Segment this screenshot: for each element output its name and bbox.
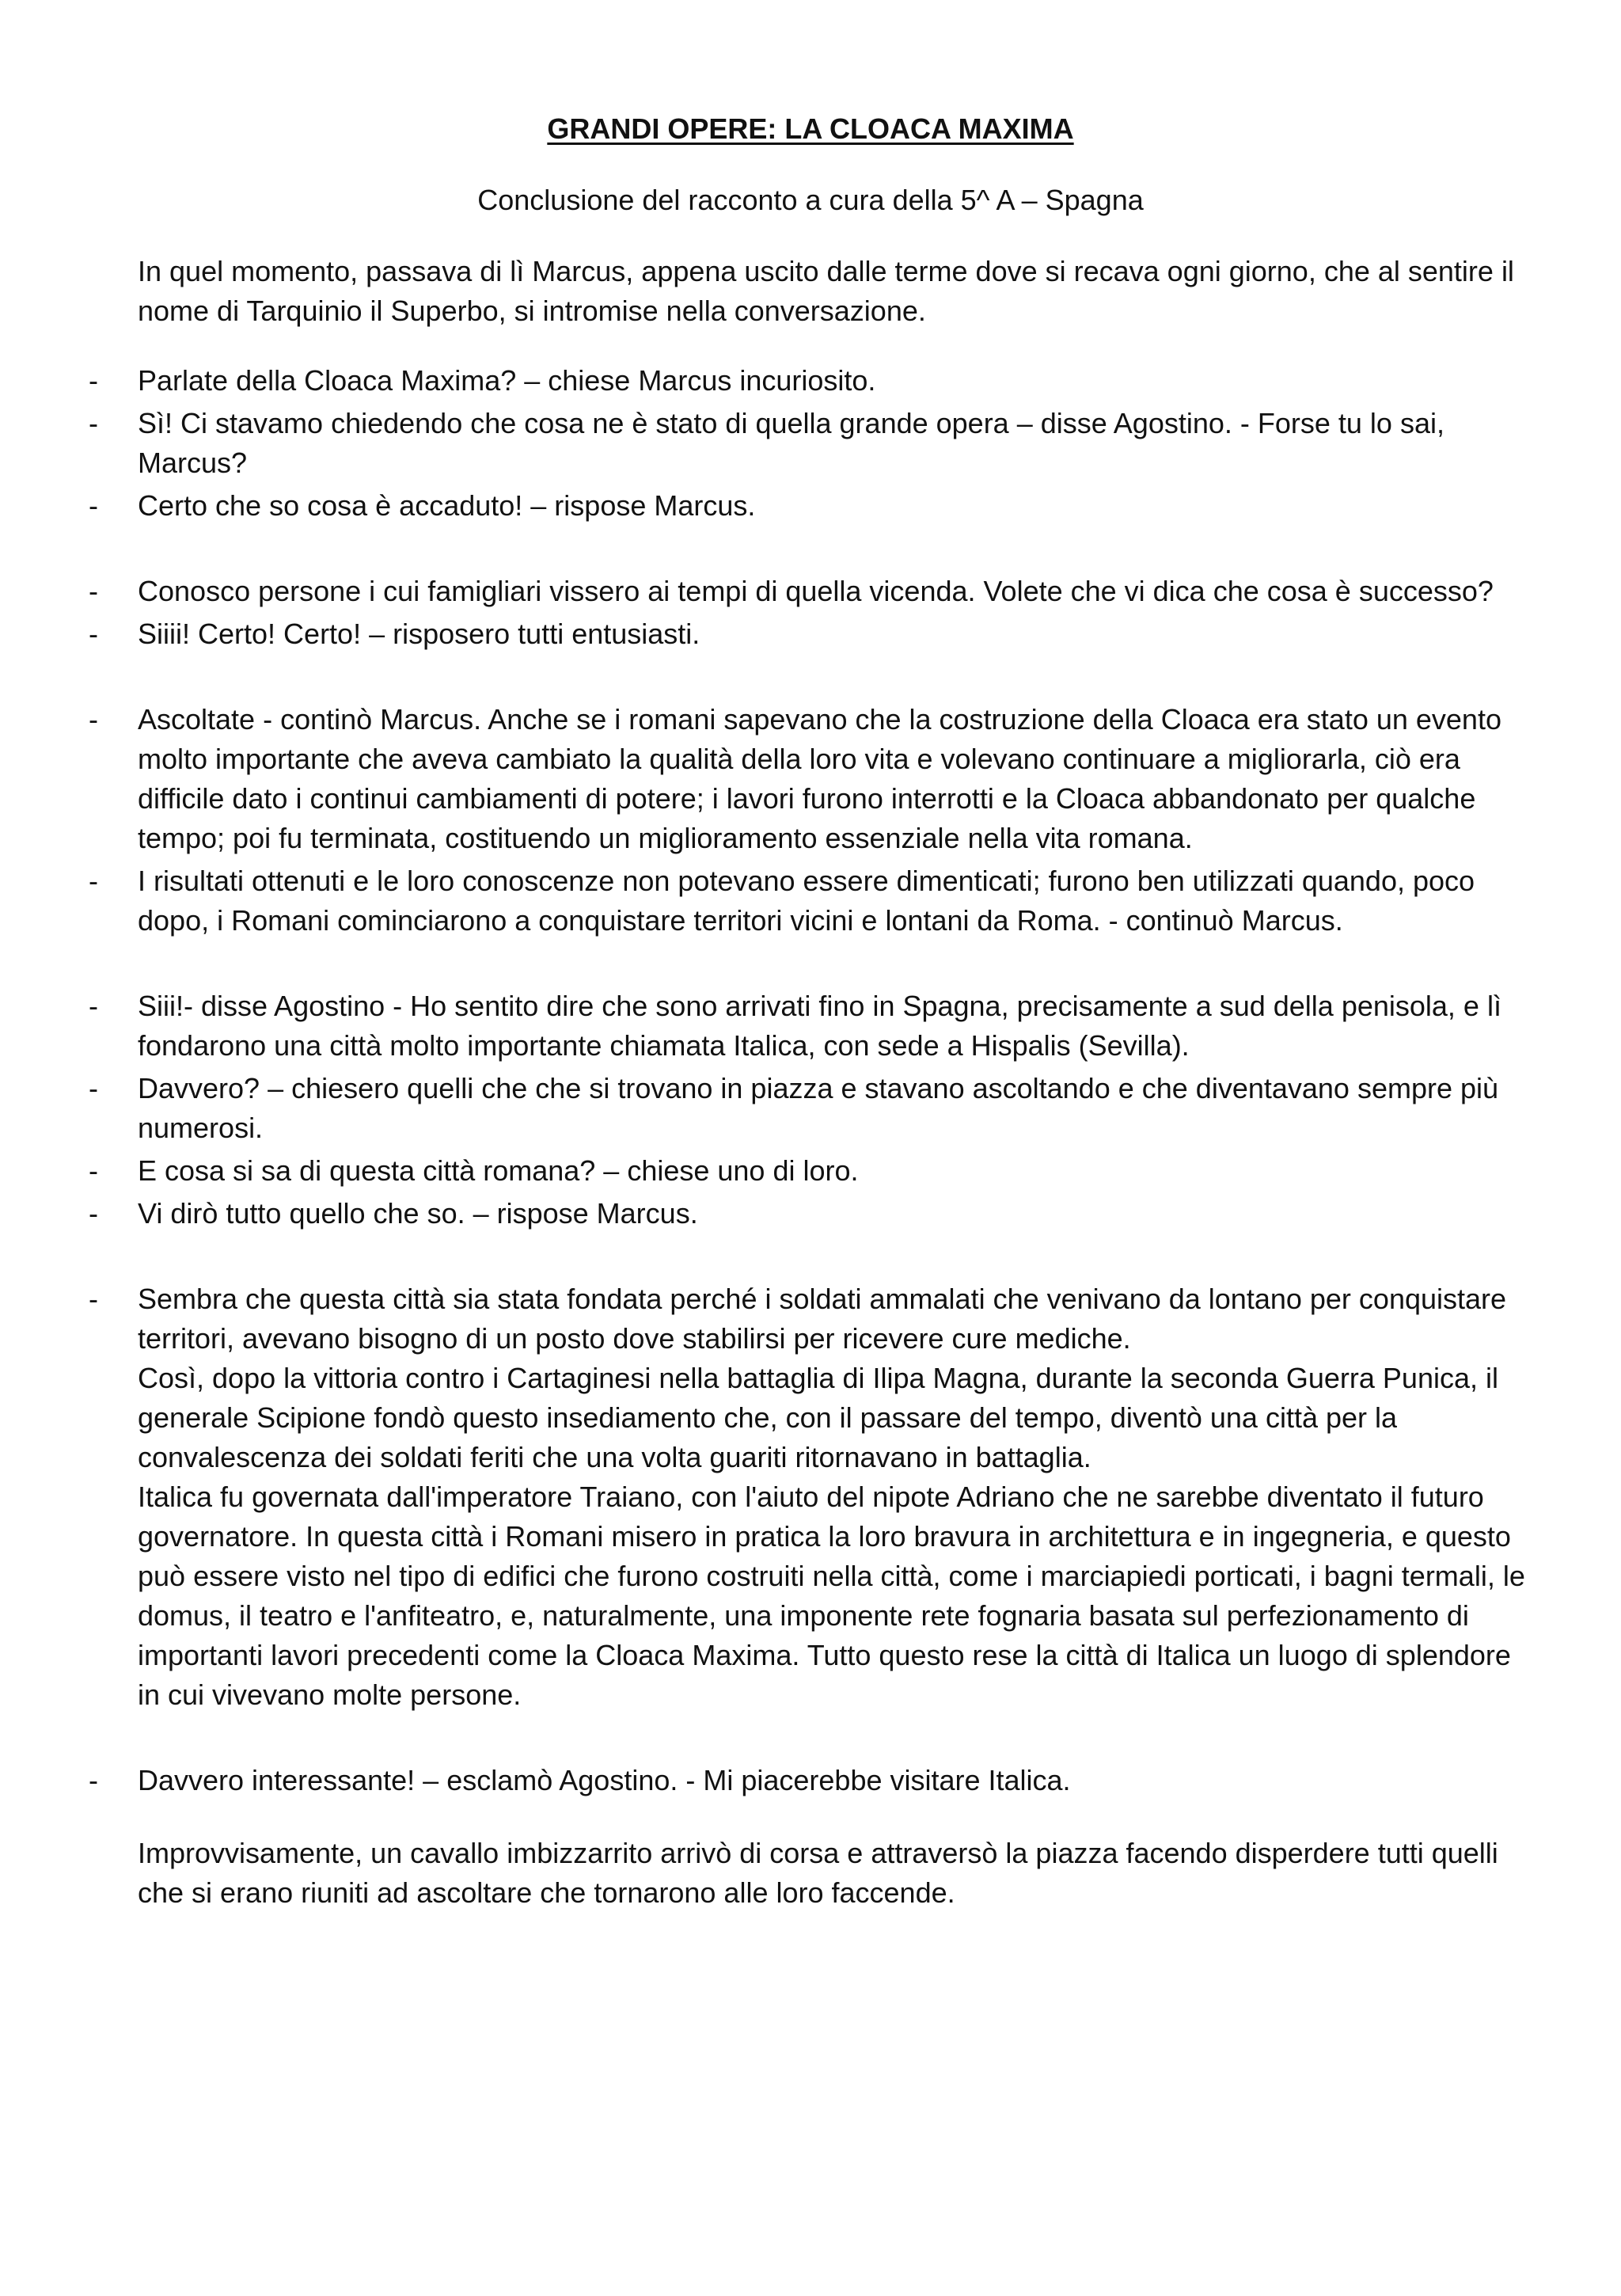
dialogue-text: Sembra che questa città sia stata fondata perché i soldati ammalati che venivano da lontano per conquistare territori, avevano bisogno di un posto dove stabilirsi per ricevere cure mediche. xyxy=(138,1283,1507,1355)
dialogue-text: Certo che so cosa è accaduto! – rispose Marcus. xyxy=(138,489,756,522)
dialogue-line xyxy=(89,572,1539,611)
closing-paragraph: Improvvisamente, un cavallo imbizzarrito arrivò di corsa e attraversò la piazza facendo disperdere tutti quelli che si erano riuniti ad ascoltare che tornarono alle loro faccende. xyxy=(138,1837,1498,1909)
dash-bullet: - xyxy=(89,575,98,607)
document-title: GRANDI OPERE: LA CLOACA MAXIMA xyxy=(547,112,1074,145)
document-body xyxy=(89,252,1539,1913)
dash-bullet: - xyxy=(89,407,98,439)
dash-bullet: - xyxy=(89,703,98,736)
narrative-paragraph: Così, dopo la vittoria contro i Cartaginesi nella battaglia di Ilipa Magna, durante la seconda Guerra Punica, il generale Scipione fondò questo insediamento che, con il passare del tempo, diventò una città per la convalescenza dei soldati feriti che una volta guariti ritornavano in battaglia. xyxy=(138,1362,1498,1473)
dialogue-line xyxy=(89,1069,1539,1148)
dialogue-text: Siiii! Certo! Certo! – risposero tutti entusiasti. xyxy=(138,618,700,650)
dash-bullet: - xyxy=(89,364,98,397)
dialogue-line xyxy=(89,986,1539,1066)
dash-bullet: - xyxy=(89,1197,98,1230)
dialogue-line xyxy=(89,1761,1539,1800)
dialogue-text: Davvero? – chiesero quelli che che si trovano in piazza e stavano ascoltando e che diventavano sempre più numerosi. xyxy=(138,1072,1499,1144)
dialogue-line xyxy=(89,1279,1539,1359)
dialogue-text: Ascoltate - continò Marcus. Anche se i romani sapevano che la costruzione della Cloaca era stato un evento molto importante che aveva cambiato la qualità della loro vita e volevano continuare a migliorarla, ciò era difficile dato i continui cambiamenti di potere; i lavori furono interrotti e la Cloaca abbandonato per qualche tempo; poi fu terminata, costituendo un miglioramento essenziale nella vita romana. xyxy=(138,703,1501,854)
dialogue-line xyxy=(89,700,1539,858)
dialogue-text: Parlate della Cloaca Maxima? – chiese Marcus incuriosito. xyxy=(138,364,876,397)
dash-bullet: - xyxy=(89,1764,98,1796)
document-subtitle: Conclusione del racconto a cura della 5^ A – Spagna xyxy=(477,184,1144,216)
dialogue-line xyxy=(89,614,1539,654)
dialogue-text: E cosa si sa di questa città romana? – chiese uno di loro. xyxy=(138,1154,859,1187)
dialogue-line xyxy=(89,861,1539,941)
dialogue-line xyxy=(89,1151,1539,1191)
dialogue-line xyxy=(89,486,1539,526)
dialogue-text: Conosco persone i cui famigliari vissero ai tempi di quella vicenda. Volete che vi dica che cosa è successo? xyxy=(138,575,1494,607)
dash-bullet: - xyxy=(89,618,98,650)
dialogue-text: Vi dirò tutto quello che so. – rispose Marcus. xyxy=(138,1197,698,1230)
dialogue-text: Davvero interessante! – esclamò Agostino. - Mi piacerebbe visitare Italica. xyxy=(138,1764,1071,1796)
intro-paragraph: In quel momento, passava di lì Marcus, appena uscito dalle terme dove si recava ogni giorno, che al sentire il nome di Tarquinio il Superbo, si intromise nella conversazione. xyxy=(138,255,1514,327)
dialogue-line xyxy=(89,361,1539,401)
dialogue-line xyxy=(89,404,1539,483)
dialogue-text: Sì! Ci stavamo chiedendo che cosa ne è stato di quella grande opera – disse Agostino. - Forse tu lo sai, Marcus? xyxy=(138,407,1444,479)
dialogue-text: Siii!- disse Agostino - Ho sentito dire che sono arrivati fino in Spagna, precisamente a sud della penisola, e lì fondarono una città molto importante chiamata Italica, con sede a Hispalis (Sevilla). xyxy=(138,990,1501,1062)
dash-bullet: - xyxy=(89,865,98,897)
dash-bullet: - xyxy=(89,990,98,1022)
dash-bullet: - xyxy=(89,1154,98,1187)
dash-bullet: - xyxy=(89,1283,98,1315)
dash-bullet: - xyxy=(89,1072,98,1104)
narrative-paragraph: Italica fu governata dall'imperatore Traiano, con l'aiuto del nipote Adriano che ne sarebbe diventato il futuro governatore. In questa città i Romani misero in pratica la loro bravura in architettura e in ingegneria, e questo può essere visto nel tipo di edifici che furono costruiti nella città, come i marciapiedi porticati, i bagni termali, le domus, il teatro e l'anfiteatro, e, naturalmente, una imponente rete fognaria basata sul perfezionamento di importanti lavori precedenti come la Cloaca Maxima. Tutto questo rese la città di Italica un luogo di splendore in cui vivevano molte persone. xyxy=(138,1481,1525,1711)
dash-bullet: - xyxy=(89,489,98,522)
dialogue-line xyxy=(89,1194,1539,1234)
dialogue-text: I risultati ottenuti e le loro conoscenze non potevano essere dimenticati; furono ben utilizzati quando, poco dopo, i Romani cominciarono a conquistare territori vicini e lontani da Roma. - continuò Marcus. xyxy=(138,865,1475,937)
